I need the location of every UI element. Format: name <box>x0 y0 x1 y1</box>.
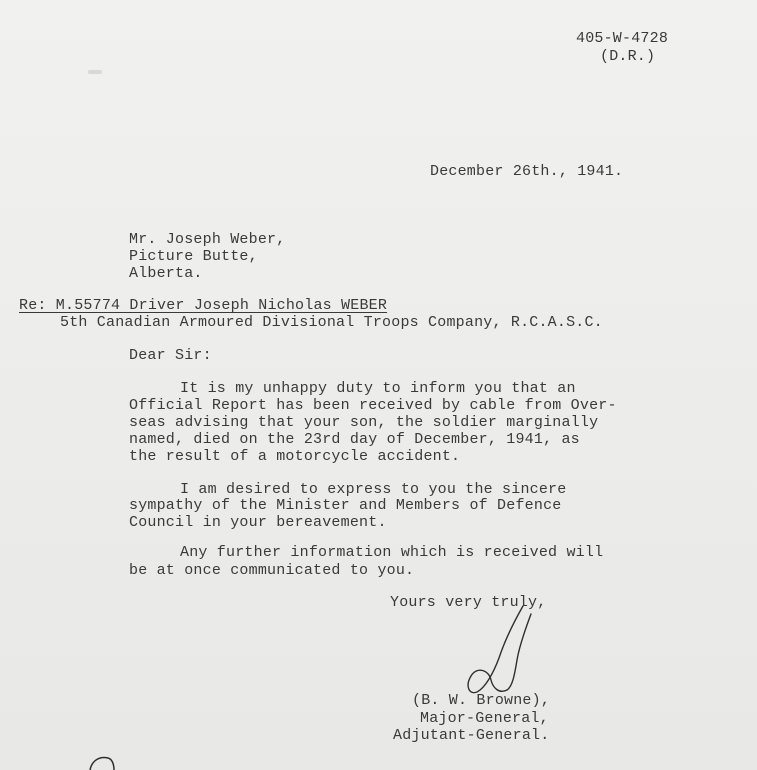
salutation: Dear Sir: <box>129 347 212 364</box>
paragraph1-line: seas advising that your son, the soldier marginally <box>129 414 599 431</box>
subject-re-line: Re: M.55774 Driver Joseph Nicholas WEBER <box>19 297 388 314</box>
recipient-town: Picture Butte, <box>129 248 258 265</box>
paragraph2-line: Council in your bereavement. <box>129 514 387 531</box>
signatory-title: Major-General, <box>420 710 549 727</box>
department-code: (D.R.) <box>600 48 656 65</box>
letter-date: December 26th., 1941. <box>430 163 624 180</box>
signatory-name: (B. W. Browne), <box>412 692 551 709</box>
signatory-title: Adjutant-General. <box>393 727 550 744</box>
paragraph1-line: Official Report has been received by cable from Over- <box>129 397 617 414</box>
paragraph2-line: sympathy of the Minister and Members of Defence <box>129 497 562 514</box>
paragraph1-line: the result of a motorcycle accident. <box>129 448 461 465</box>
paragraph1-line: It is my unhappy duty to inform you that an <box>180 380 576 397</box>
file-reference: 405-W-4728 <box>576 30 669 47</box>
recipient-province: Alberta. <box>129 265 203 282</box>
paragraph1-line: named, died on the 23rd day of December, 1941, as <box>129 431 580 448</box>
handwritten-signature <box>455 600 545 700</box>
paragraph2-line: I am desired to express to you the sincere <box>180 481 567 498</box>
paragraph3-line: be at once communicated to you. <box>129 562 415 579</box>
paper-smudge <box>88 70 102 74</box>
pen-mark <box>86 752 126 770</box>
recipient-name: Mr. Joseph Weber, <box>129 231 286 248</box>
paragraph3-line: Any further information which is received will <box>180 544 604 561</box>
subject-unit-line: 5th Canadian Armoured Divisional Troops Company, R.C.A.S.C. <box>60 314 603 331</box>
closing: Yours very truly, <box>390 594 547 611</box>
